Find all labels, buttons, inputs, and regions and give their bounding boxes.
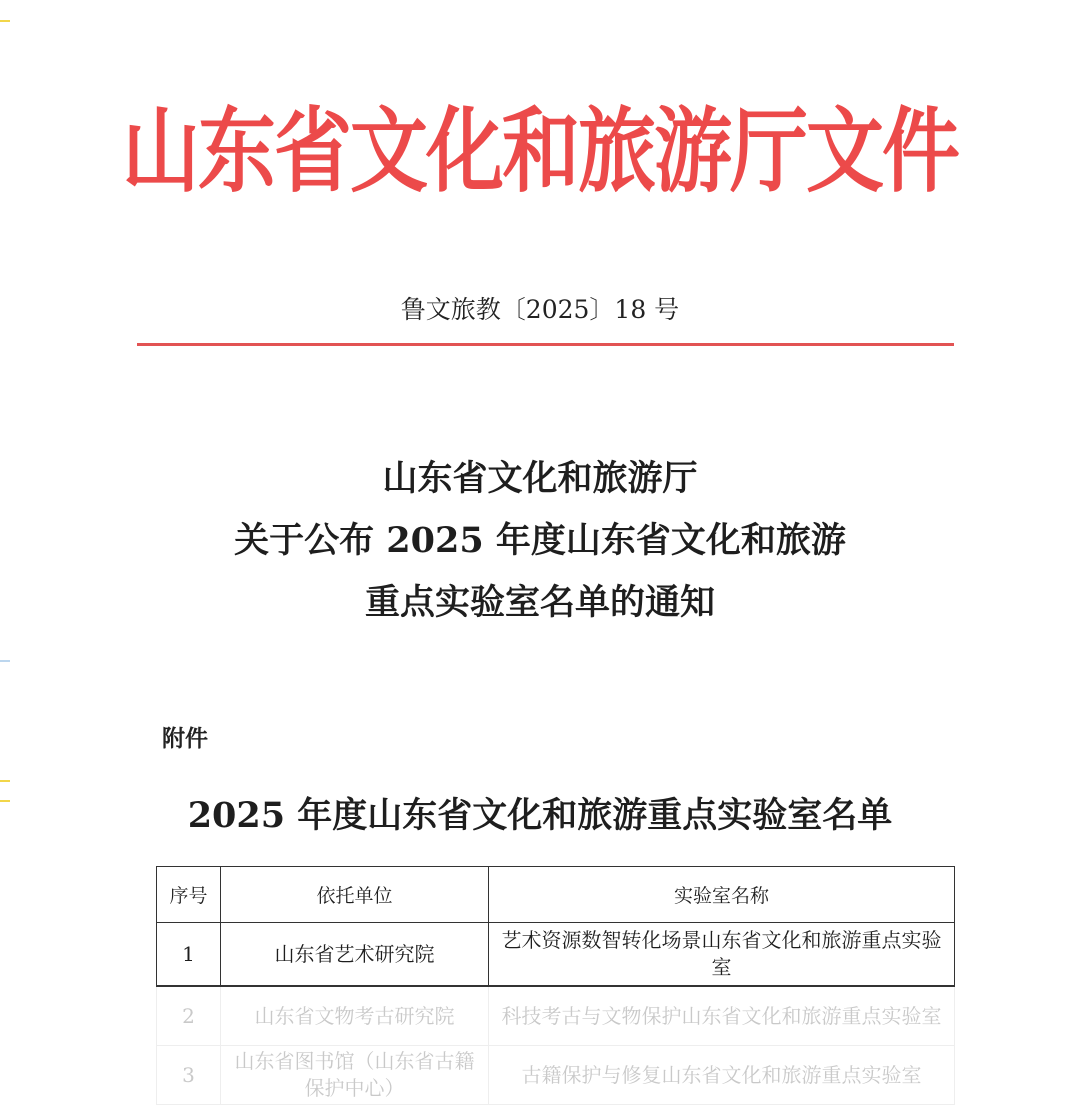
cell-host-unit: 山东省文物考古研究院 xyxy=(221,986,489,1046)
red-divider-line xyxy=(137,343,954,346)
header-lab-name: 实验室名称 xyxy=(489,867,955,923)
notice-title-line-2: 关于公布 2025 年度山东省文化和旅游 xyxy=(234,520,846,561)
cell-serial: 1 xyxy=(157,923,221,987)
table-row xyxy=(157,986,955,1046)
cell-host-unit: 山东省图书馆（山东省古籍保护中心） xyxy=(221,1046,489,1105)
table-row xyxy=(157,923,955,987)
list-title: 2025 年度山东省文化和旅游重点实验室名单 xyxy=(187,795,893,836)
header-serial: 序号 xyxy=(157,867,221,923)
document-masthead: 山东省文化和旅游厅文件 xyxy=(121,98,958,206)
table-header-row xyxy=(157,867,955,923)
cell-host-unit: 山东省艺术研究院 xyxy=(221,923,489,987)
notice-title-line-3: 重点实验室名单的通知 xyxy=(364,582,715,623)
attachment-label: 附件 xyxy=(162,726,208,752)
laboratory-table xyxy=(156,866,955,1105)
document-number: 鲁文旅教〔2025〕18 号 xyxy=(400,295,680,324)
header-host-unit: 依托单位 xyxy=(221,867,489,923)
cell-lab-name: 古籍保护与修复山东省文化和旅游重点实验室 xyxy=(489,1046,955,1105)
notice-title-line-1: 山东省文化和旅游厅 xyxy=(382,458,698,499)
cell-serial: 2 xyxy=(157,986,221,1046)
scan-edge-mark xyxy=(0,660,10,662)
cell-lab-name: 艺术资源数智转化场景山东省文化和旅游重点实验室 xyxy=(489,923,955,987)
table-row xyxy=(157,1046,955,1105)
scan-edge-mark xyxy=(0,20,10,22)
scan-edge-mark xyxy=(0,780,10,782)
notice-title xyxy=(0,448,1080,634)
cell-lab-name: 科技考古与文物保护山东省文化和旅游重点实验室 xyxy=(489,986,955,1046)
cell-serial: 3 xyxy=(157,1046,221,1105)
